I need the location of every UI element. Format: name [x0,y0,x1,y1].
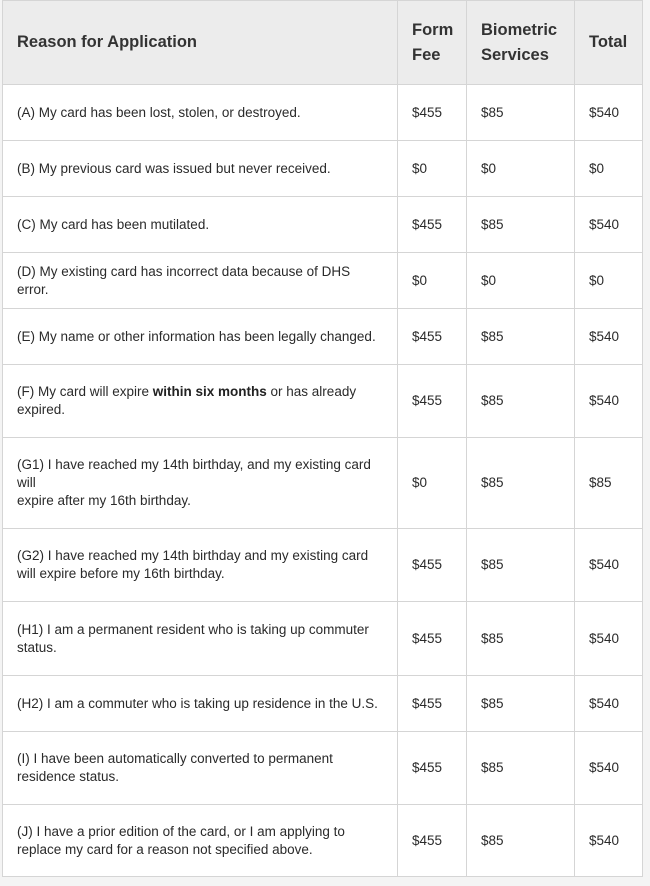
form-fee-cell: $455 [398,805,467,877]
form-fee-cell: $455 [398,309,467,365]
biometric-cell: $85 [467,438,575,529]
table-row [3,197,643,253]
reason-text-line1: (G1) I have reached my 14th birthday, and my existing card will [17,457,371,490]
reason-cell: (H1) I am a permanent resident who is taking up commuter status. [3,602,398,676]
biometric-cell: $85 [467,732,575,805]
table-row [3,365,643,438]
table-row [3,529,643,602]
total-cell: $540 [575,309,643,365]
total-cell: $540 [575,602,643,676]
form-fee-cell: $455 [398,365,467,438]
biometric-cell: $85 [467,85,575,141]
header-form-fee [398,1,467,85]
reason-cell: (E) My name or other information has been legally changed. [3,309,398,365]
header-biometric-line1: Biometric [481,20,558,39]
form-fee-cell: $455 [398,85,467,141]
header-form-fee-line1: Form [412,20,454,39]
total-cell: $540 [575,85,643,141]
form-fee-cell: $455 [398,732,467,805]
total-cell: $0 [575,253,643,309]
biometric-cell: $85 [467,602,575,676]
form-fee-cell: $0 [398,438,467,529]
biometric-cell: $85 [467,805,575,877]
total-cell: $540 [575,676,643,732]
fee-table [2,0,643,877]
table-row [3,732,643,805]
biometric-cell: $85 [467,529,575,602]
reason-text-line2: expire after my 16th birthday. [17,493,191,508]
reason-cell: (D) My existing card has incorrect data because of DHS error. [3,253,398,309]
form-fee-cell: $455 [398,602,467,676]
reason-cell: (H2) I am a commuter who is taking up residence in the U.S. [3,676,398,732]
reason-cell: (C) My card has been mutilated. [3,197,398,253]
form-fee-cell: $455 [398,529,467,602]
table-row [3,676,643,732]
table-row [3,253,643,309]
table-row [3,141,643,197]
reason-cell: (I) I have been automatically converted to permanent residence status. [3,732,398,805]
total-cell: $540 [575,805,643,877]
reason-cell: (G2) I have reached my 14th birthday and my existing card will expire before my 16th birthday. [3,529,398,602]
biometric-cell: $85 [467,365,575,438]
biometric-cell: $0 [467,253,575,309]
header-biometric [467,1,575,85]
biometric-cell: $85 [467,309,575,365]
total-cell: $85 [575,438,643,529]
table-row [3,805,643,877]
reason-cell [3,438,398,529]
header-total: Total [575,1,643,85]
reason-text-pre: (F) My card will expire [17,384,153,399]
table-row [3,602,643,676]
reason-cell: (A) My card has been lost, stolen, or destroyed. [3,85,398,141]
table-row [3,85,643,141]
total-cell: $540 [575,732,643,805]
reason-text-emphasis: within six months [152,384,267,399]
form-fee-cell: $0 [398,253,467,309]
total-cell: $540 [575,197,643,253]
reason-cell [3,365,398,438]
table-header-row [3,1,643,85]
reason-cell: (J) I have a prior edition of the card, or I am applying to replace my card for a reason not specified above. [3,805,398,877]
table-row [3,438,643,529]
reason-cell: (B) My previous card was issued but never received. [3,141,398,197]
form-fee-cell: $455 [398,676,467,732]
biometric-cell: $0 [467,141,575,197]
header-reason: Reason for Application [3,1,398,85]
table-row [3,309,643,365]
header-form-fee-line2: Fee [412,45,441,64]
biometric-cell: $85 [467,197,575,253]
form-fee-cell: $0 [398,141,467,197]
form-fee-cell: $455 [398,197,467,253]
total-cell: $0 [575,141,643,197]
reason-text-post: or has already expired. [17,384,357,417]
header-biometric-line2: Services [481,45,549,64]
biometric-cell: $85 [467,676,575,732]
total-cell: $540 [575,365,643,438]
total-cell: $540 [575,529,643,602]
